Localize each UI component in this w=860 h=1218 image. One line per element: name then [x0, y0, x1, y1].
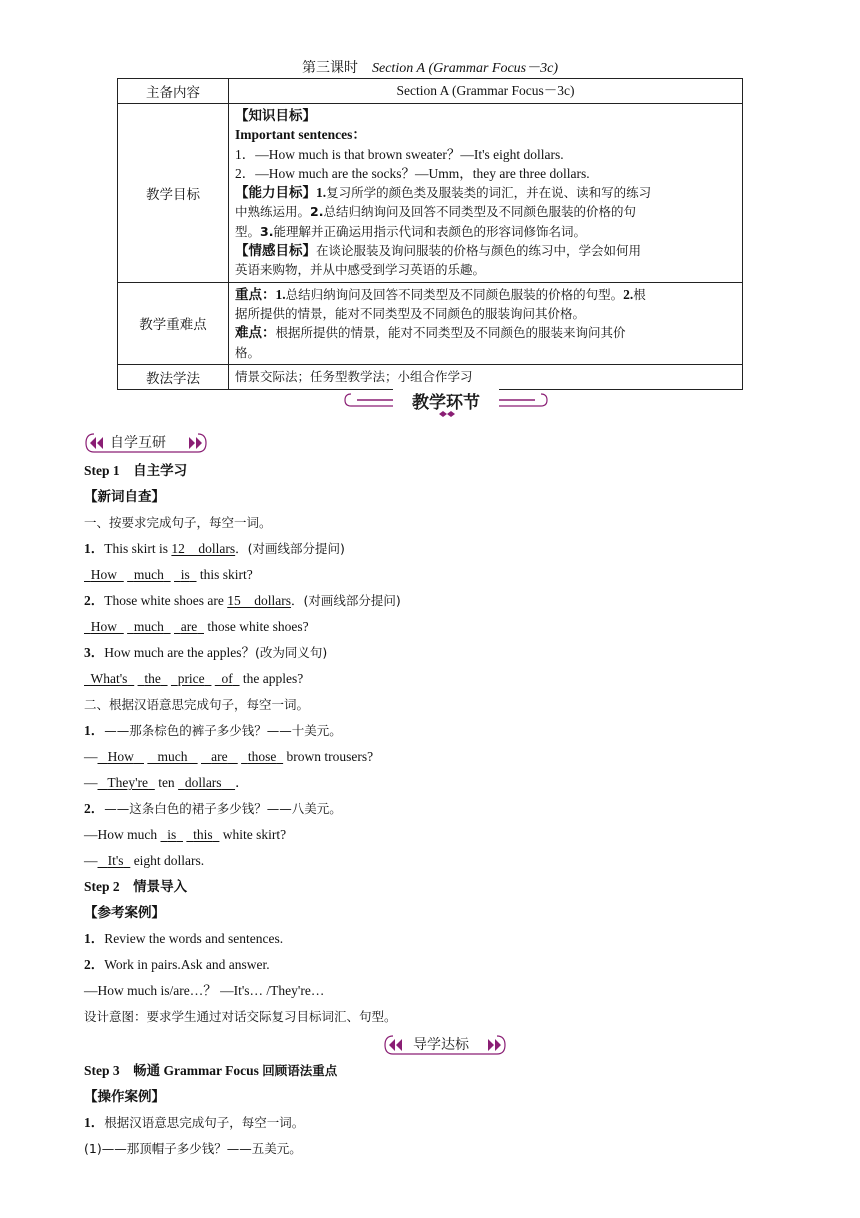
answer-3	[84, 670, 303, 688]
question-2	[84, 592, 401, 610]
difficulty-text: 格。	[235, 344, 261, 360]
answer-2	[84, 618, 309, 636]
reference-heading: 【参考案例】	[84, 905, 165, 920]
answer-blank: much	[133, 567, 164, 582]
emotion-heading: 【情感目标】	[235, 243, 316, 259]
ability-text: 中熟练运用。	[235, 204, 311, 220]
answer-blank: dollars	[184, 775, 222, 790]
emotion-text: 英语来购物，并从中感受到学习英语的乐趣。	[235, 262, 486, 278]
ability-line	[235, 222, 736, 241]
ability-text: 能理解并正确运用指示代词和表颜色的形容词修饰名词。	[273, 223, 586, 239]
item-number: 1．	[84, 931, 105, 946]
answer-blank: the	[144, 671, 161, 686]
tag-arrow-left-icon	[90, 437, 103, 449]
question-3	[84, 644, 327, 662]
sentence-line: 2．—How much are the socks？—Umm，they are three dollars.	[235, 165, 590, 181]
part-2-instruction: 二、根据汉语意思完成句子，每空一词。	[84, 697, 310, 712]
answer-blank: price	[177, 671, 205, 686]
objective-heading: 【知识目标】	[235, 108, 316, 123]
question-number: 2．	[84, 801, 105, 816]
ability-text: 复习所学的颜色类及服装类的词汇，并在说、读和写的练习	[326, 185, 652, 201]
key-point-text: 据所提供的情景，能对不同类型及不同颜色的服装询问其价格。	[235, 305, 586, 321]
step-1-heading: Step 1 自主学习	[84, 463, 188, 478]
step-3-subtitle: 回顾语法重点	[262, 1063, 338, 1078]
ability-line	[235, 202, 736, 221]
answer-4b	[84, 774, 249, 792]
lesson-plan-table	[117, 78, 743, 390]
banner-title: 教学环节	[412, 393, 480, 413]
ability-line	[235, 183, 736, 202]
table-row	[118, 79, 743, 104]
question-number: 1．	[84, 723, 105, 738]
row-value	[229, 104, 743, 283]
tag-arrow-left-icon	[389, 1039, 402, 1051]
question-hint: (改为同义句)	[254, 645, 328, 660]
table-row	[118, 364, 743, 389]
question-1	[84, 540, 345, 558]
tag-arrow-right-icon	[189, 437, 202, 449]
answer-5b	[84, 852, 204, 870]
underlined-text: 12 dollars	[171, 541, 236, 556]
answer-blank: of	[221, 671, 233, 686]
answer-blank: much	[133, 619, 164, 634]
answer-blank: is	[180, 567, 190, 582]
sentence-line: 1．—How much is that brown sweater？—It's eight dollars.	[235, 146, 564, 162]
row-key: 教学目标	[118, 104, 229, 283]
ability-text: 总结归纳询问及回答不同类型及不同颜色服装的价格的句	[323, 204, 636, 220]
step-3-heading	[84, 1062, 337, 1080]
question-hint: ．(对画线部分提问)	[290, 593, 401, 608]
item-number: 2．	[84, 957, 105, 972]
question-hint: ．(对画线部分提问)	[235, 541, 345, 556]
ability-text: 型。	[235, 223, 261, 239]
answer-text: those white shoes?	[203, 619, 309, 634]
reference-item	[84, 930, 283, 948]
difficulty-line	[235, 323, 736, 342]
reference-item	[84, 956, 270, 974]
answer-text: this skirt?	[196, 567, 253, 582]
answer-text: ．	[235, 775, 249, 790]
answer-5a	[84, 826, 286, 844]
answer-blank: is	[167, 827, 177, 842]
item-number: 1.	[316, 185, 327, 201]
answer-blank: How	[90, 567, 117, 582]
emotion-text: 在谈论服装及询问服装的价格与颜色的练习中，学会如何用	[316, 243, 642, 259]
answer-text: white skirt?	[219, 827, 287, 842]
item-text: 根据汉语意思完成句子，每空一词。	[104, 1115, 305, 1130]
answer-4a	[84, 748, 373, 766]
dash: —	[84, 775, 98, 790]
row-value: Section A (Grammar Focus－3c)	[229, 79, 743, 104]
answer-blank: much	[157, 749, 188, 764]
question-number: 1．	[84, 541, 105, 556]
question-text: ——这条白色的裙子多少钱？——八美元。	[104, 801, 342, 816]
operation-item	[84, 1114, 304, 1132]
question-text: This skirt is	[104, 541, 172, 556]
operation-subitem: (1)——那顶帽子多少钱？——五美元。	[84, 1141, 302, 1156]
step-2-heading: Step 2 情景导入	[84, 879, 188, 894]
question-number: 2．	[84, 593, 105, 608]
question-text: ——那条棕色的裤子多少钱？——十美元。	[104, 723, 342, 738]
question-text: How much are the apples？	[104, 645, 255, 660]
part-1-instruction: 一、按要求完成句子，每空一词。	[84, 515, 272, 530]
table-row	[118, 282, 743, 364]
question-number: 3．	[84, 645, 105, 660]
table-row	[118, 104, 743, 283]
row-key: 教法学法	[118, 364, 229, 389]
item-text: Review the words and sentences.	[104, 931, 284, 946]
section-name: Section A	[372, 61, 426, 76]
dash: —	[84, 853, 98, 868]
item-text: Work in pairs.Ask and answer.	[104, 957, 270, 972]
key-point-label: 重点：	[235, 286, 276, 302]
tag-self-study: 自学互研	[110, 435, 166, 451]
item-number: 2.	[623, 286, 634, 302]
row-value: 情景交际法；任务型教学法；小组合作学习	[229, 364, 743, 389]
lesson-number: 第三课时	[302, 61, 358, 76]
answer-blank: this	[193, 827, 213, 842]
row-key: 教学重难点	[118, 282, 229, 364]
tag-guided-learning: 导学达标	[413, 1037, 469, 1053]
question-text: Those white shoes are	[104, 593, 228, 608]
answer-blank: It's	[107, 853, 124, 868]
difficulty-label: 难点：	[235, 325, 276, 341]
question-4	[84, 722, 342, 740]
answer-text: eight dollars.	[130, 853, 205, 868]
key-point-text: 总结归纳询问及回答不同类型及不同颜色服装的价格的句型。	[285, 286, 624, 302]
underlined-text: 15 dollars	[227, 593, 291, 608]
operation-heading: 【操作案例】	[84, 1089, 165, 1104]
answer-text: ten	[154, 775, 179, 790]
design-intent: 设计意图：要求学生通过对话交际复习目标词汇、句型。	[84, 1009, 397, 1024]
grammar-range: (Grammar Focus－3c)	[428, 61, 558, 76]
tag-arrow-right-icon	[488, 1039, 501, 1051]
emotion-line	[235, 241, 736, 260]
lesson-title	[0, 57, 860, 77]
answer-blank: those	[247, 749, 277, 764]
item-number: 1．	[84, 1115, 105, 1130]
row-value	[229, 282, 743, 364]
answer-text: brown trousers?	[283, 749, 374, 764]
answer-blank: What's	[90, 671, 128, 686]
item-number: 2.	[310, 204, 324, 220]
answer-text: —How much	[84, 827, 161, 842]
row-key: 主备内容	[118, 79, 229, 104]
ability-heading: 【能力目标】	[235, 185, 316, 201]
item-number: 1.	[275, 286, 286, 302]
new-words-heading: 【新词自查】	[84, 489, 165, 504]
reference-dialog: —How much is/are…？ —It's… /They're…	[84, 983, 325, 998]
difficulty-text: 根据所提供的情景，能对不同类型及不同颜色的服装来询问其价	[275, 325, 626, 341]
answer-1	[84, 566, 253, 584]
dash: —	[84, 749, 98, 764]
key-point-text: 根	[633, 286, 646, 302]
answer-blank: How	[107, 749, 134, 764]
answer-blank: are	[211, 749, 228, 764]
answer-blank: How	[90, 619, 117, 634]
step-3-title: Step 3 畅通 Grammar Focus	[84, 1063, 263, 1078]
important-sentences-label: Important sentences：	[235, 127, 366, 143]
answer-blank: are	[180, 619, 198, 634]
key-point-line	[235, 285, 736, 304]
item-number: 3.	[260, 223, 274, 239]
answer-blank: They're	[107, 775, 149, 790]
answer-text: the apples?	[239, 671, 304, 686]
question-5	[84, 800, 342, 818]
